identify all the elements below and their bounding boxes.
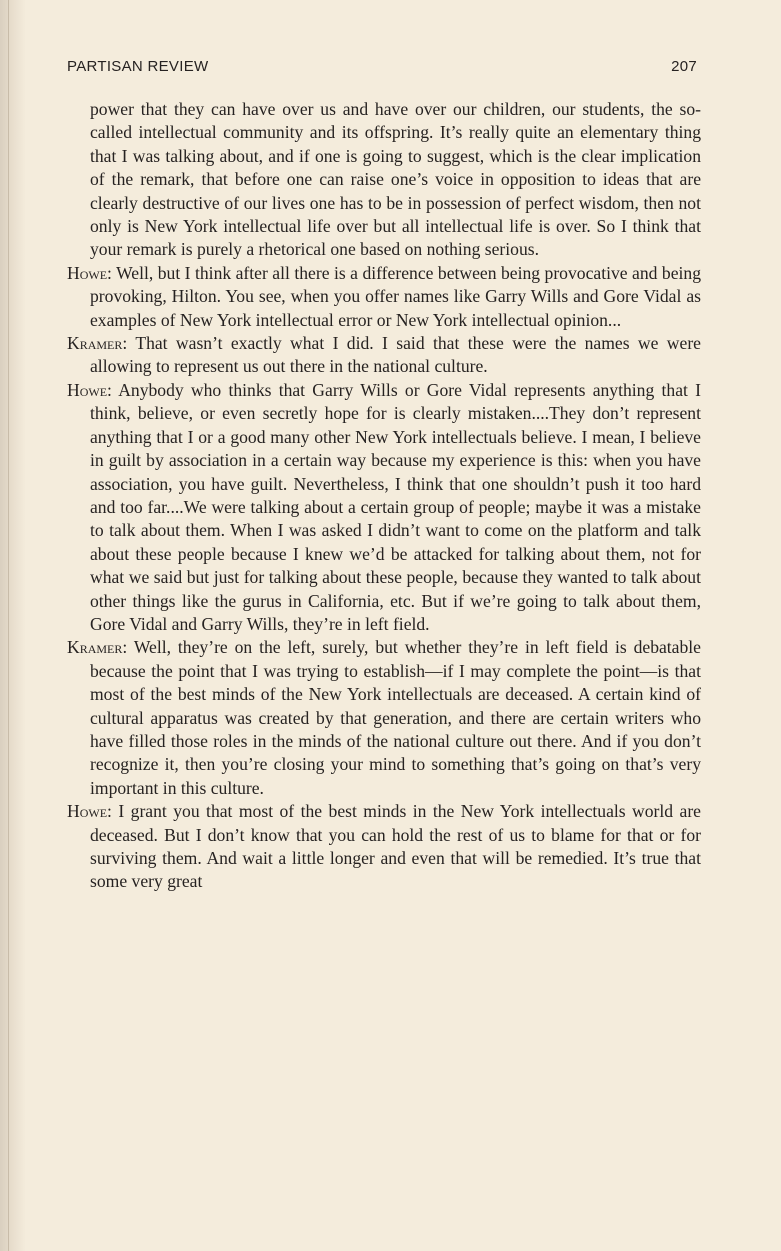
page-gutter-shadow [0, 0, 26, 1251]
paragraph-text: I grant you that most of the best minds in the New York intellectuals world are deceased. But I don’t know that you can hold the rest of us to blame for that or for surviving them. And wait a little longer and even that will be remedied. It’s true that some very great [90, 801, 701, 892]
page-number: 207 [671, 58, 697, 75]
paragraph-text: power that they can have over us and have over our children, our students, the so-called intellectual community and its offspring. It’s really quite an elementary thing that I was talking about, and if one is going to suggest, which is the clear implication of the remark, that before one can raise one’s voice in opposition to ideas that are clearly destructive of our lives one has to be in possession of perfect wisdom, then not only is New York intellectual life over but all intellectual life is over. So I think that your remark is purely a rhetorical one based on nothing serious. [90, 99, 701, 260]
binding-edge [8, 0, 9, 1251]
paragraph-text: Well, they’re on the left, surely, but whether they’re in left field is debatable because the point that I was trying to establish—if I may complete the point—is that most of the best minds of the New York intellectuals are deceased. A certain kind of cultural apparatus was created by that generation, and there are certain writers who have filled those roles in the minds of the national culture out there. And if you don’t recognize it, then you’re closing your mind to something that’s going on that’s very important in this culture. [90, 637, 701, 798]
speaker-label: Howe: [67, 262, 112, 283]
speech-howe-3 [67, 800, 701, 894]
speaker-label: Kramer: [67, 637, 128, 658]
paragraph-text: That wasn’t exactly what I did. I said that these were the names we were allowing to represent us out there in the national culture. [90, 333, 701, 377]
speech-kramer-2 [67, 636, 701, 800]
speaker-label: Howe: [67, 379, 112, 400]
speech-howe-1 [67, 262, 701, 332]
journal-title: PARTISAN REVIEW [67, 58, 209, 75]
speaker-label: Howe: [67, 801, 112, 822]
paragraph-text: Anybody who thinks that Garry Wills or Gore Vidal represents anything that I think, believe, or even secretly hope for is clearly mistaken....They don’t represent anything that I or a good many other New York intellectuals believe. I mean, I believe in guilt by association in a certain way because my experience is this: when you have association, you have guilt. Nevertheless, I think that one shouldn’t push it too hard and too far....We were talking about a certain group of people; maybe it was a mistake to talk about them. When I was asked I didn’t want to come on the platform and talk about these people because I knew we’d be attacked for talking about them, not for what we said but just for talking about these people, because they wanted to talk about other things like the gurus in California, etc. But if we’re going to talk about them, Gore Vidal and Garry Wills, they’re in left field. [90, 379, 701, 634]
speaker-label: Kramer: [67, 333, 128, 354]
transcript-body [67, 98, 701, 894]
running-head [67, 58, 697, 80]
speech-howe-2 [67, 379, 701, 636]
paragraph-text: Well, but I think after all there is a difference between being provocative and being provoking, Hilton. You see, when you offer names like Garry Wills and Gore Vidal as examples of New York intellectual error or New York intellectual opinion... [90, 262, 701, 330]
speech-kramer-1 [67, 332, 701, 379]
paragraph-continuation [67, 98, 701, 262]
